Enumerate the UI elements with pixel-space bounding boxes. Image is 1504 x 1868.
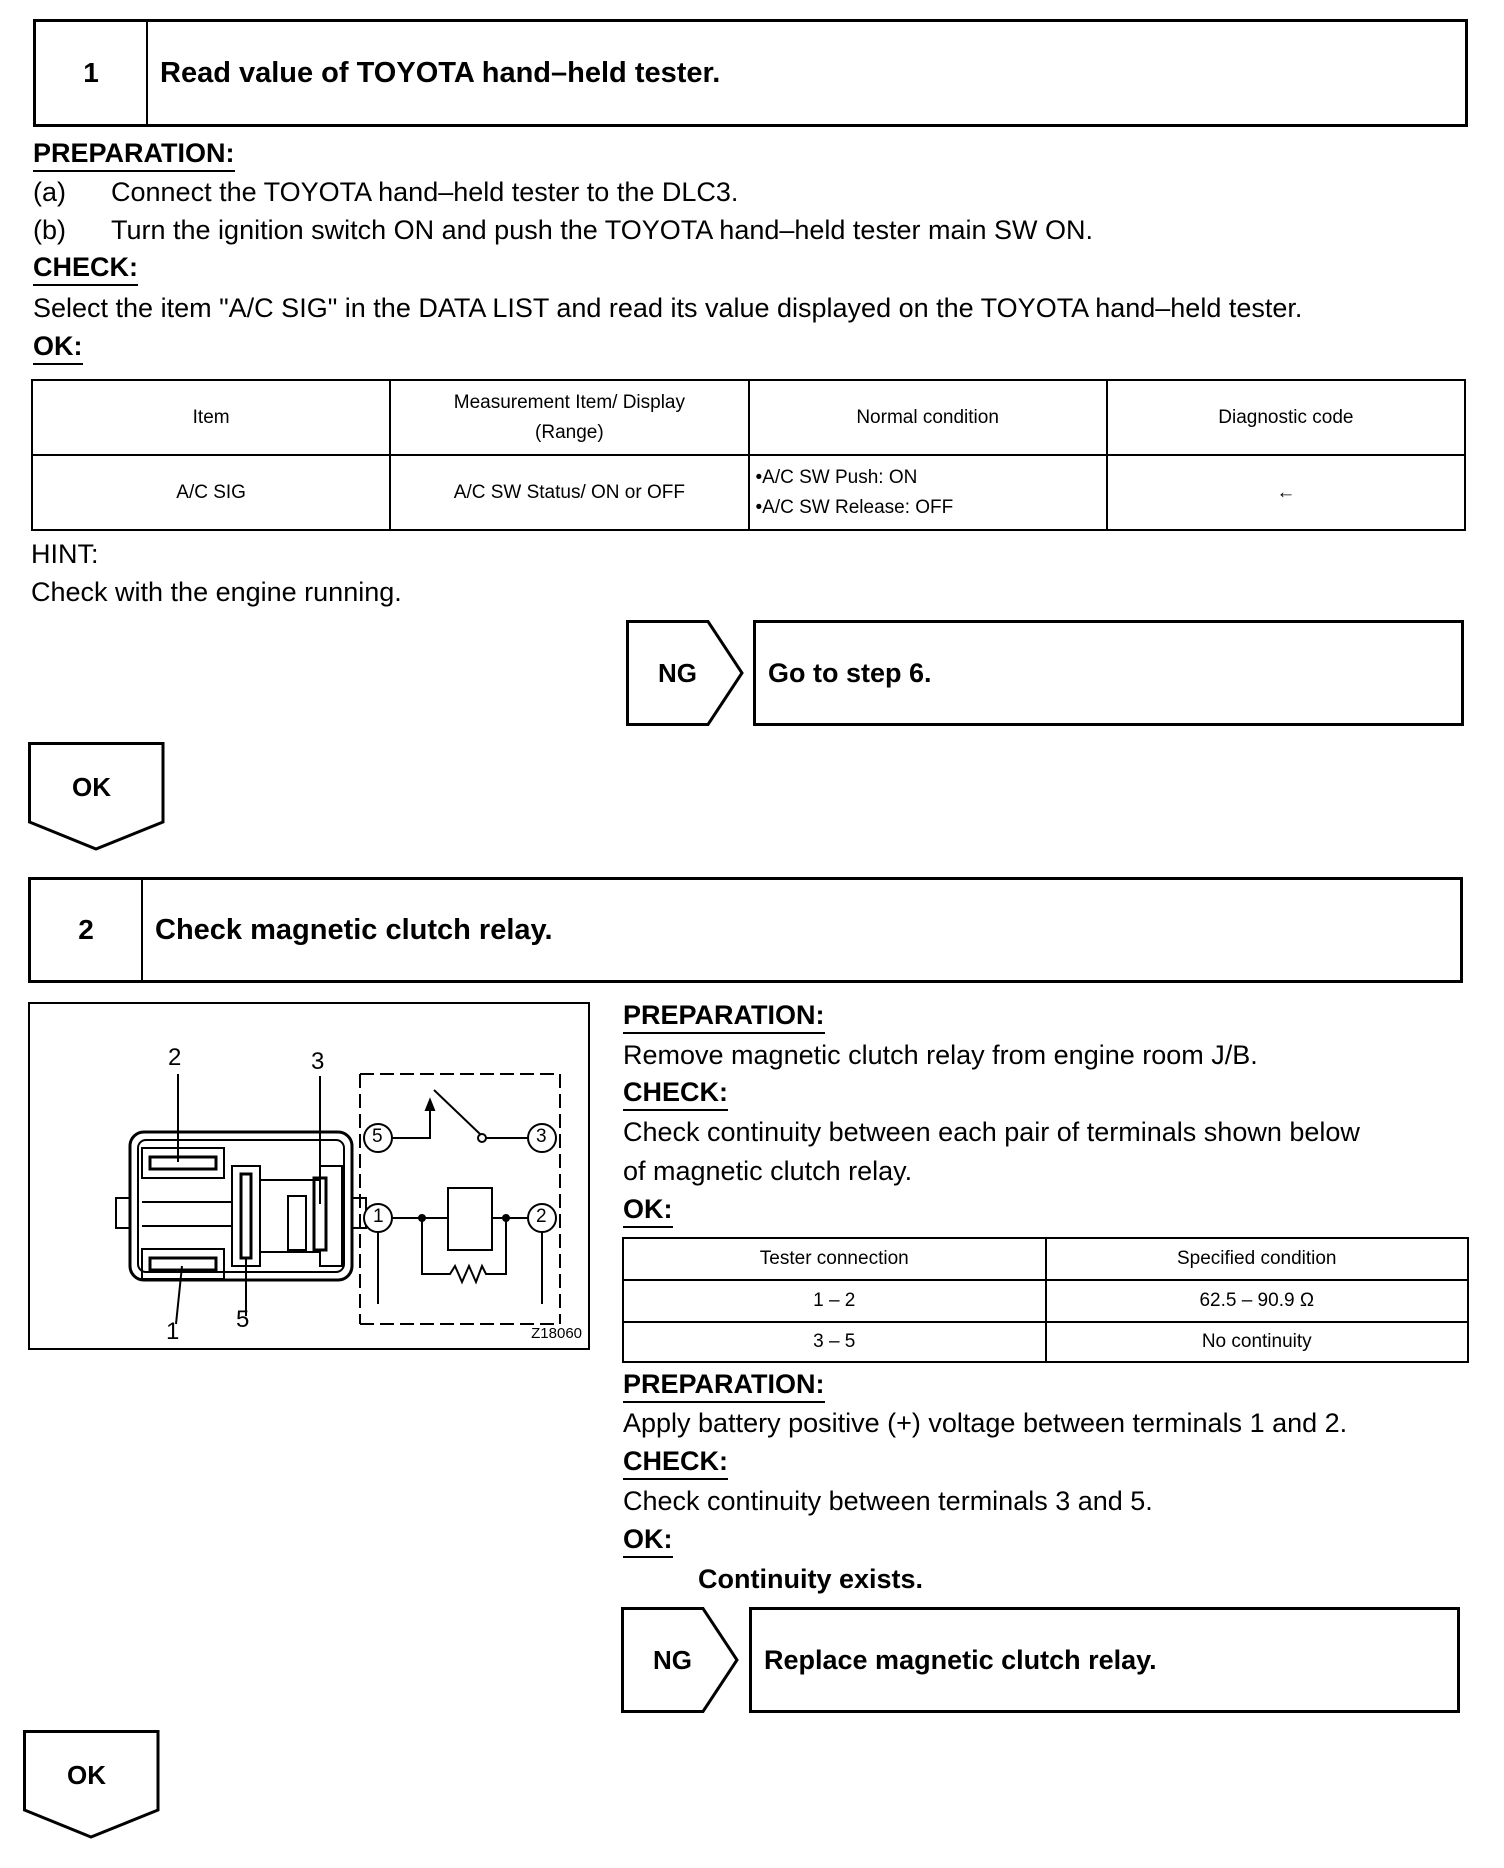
continuity-table	[622, 1237, 1469, 1363]
table-header-row	[32, 380, 1465, 455]
step-title: Check magnetic clutch relay.	[155, 913, 553, 946]
step-number: 1	[36, 22, 148, 124]
ng-label: NG	[658, 658, 697, 688]
terminal-label-1: 1	[166, 1318, 180, 1345]
check-heading: CHECK:	[33, 252, 138, 286]
circuit-label-5: 5	[372, 1126, 383, 1147]
switch-arrow	[426, 1100, 434, 1110]
ok-arrow	[28, 742, 166, 852]
ok-heading: OK:	[33, 331, 83, 365]
check-text: Select the item "A/C SIG" in the DATA LIST and read its value displayed on the TOYOTA hand–held tester.	[33, 293, 1303, 323]
cell-condition: 62.5 – 90.9 Ω	[1046, 1280, 1469, 1322]
circuit-label-3: 3	[536, 1126, 547, 1147]
cell-normal-condition	[749, 455, 1107, 530]
preparation-heading: PREPARATION:	[33, 138, 235, 172]
terminal-2-pin	[150, 1157, 216, 1169]
cell-item: A/C SIG	[32, 455, 390, 530]
header-normal-condition: Normal condition	[749, 380, 1107, 455]
ok-label: OK	[72, 772, 111, 802]
coil	[448, 1188, 492, 1250]
terminal-label-3: 3	[311, 1048, 325, 1075]
hint-text: Check with the engine running.	[31, 577, 402, 607]
step-number: 2	[31, 880, 143, 980]
cell-diagnostic-code: ←	[1107, 455, 1465, 530]
cell-condition: No continuity	[1046, 1322, 1469, 1362]
switch-contact	[392, 1108, 430, 1138]
terminal-2-slot	[142, 1148, 224, 1178]
relay-diagram	[28, 1002, 590, 1350]
ng-arrow	[626, 620, 746, 726]
circuit-border	[360, 1074, 560, 1324]
relay-tab-left	[116, 1198, 130, 1228]
step-title: Read value of TOYOTA hand–held tester.	[160, 56, 721, 89]
cell-measurement: A/C SW Status/ ON or OFF	[390, 455, 748, 530]
preparation-heading: PREPARATION:	[623, 1000, 825, 1034]
preparation-item-a	[33, 176, 738, 208]
preparation-heading: PREPARATION:	[623, 1369, 825, 1403]
circuit-label-2: 2	[536, 1206, 547, 1227]
switch-pivot	[478, 1134, 486, 1142]
table-header-row	[623, 1238, 1468, 1280]
header-diagnostic-code: Diagnostic code	[1107, 380, 1465, 455]
header-tester-connection: Tester connection	[623, 1238, 1046, 1280]
preparation-item-b	[33, 214, 1093, 246]
leader-line-1	[176, 1266, 182, 1324]
check-heading: CHECK:	[623, 1077, 728, 1111]
check-text-line1: Check continuity between each pair of terminals shown below	[623, 1117, 1360, 1147]
table-row	[32, 455, 1465, 530]
item-marker: (b)	[33, 215, 66, 245]
header-measurement	[390, 380, 748, 455]
header-measurement-line2: (Range)	[535, 421, 604, 443]
terminal-5-slot	[232, 1166, 260, 1266]
terminal-1-pin	[150, 1258, 216, 1270]
normal-condition-line: •A/C SW Release: OFF	[755, 496, 954, 518]
table-row	[623, 1322, 1468, 1362]
ng-label: NG	[653, 1645, 692, 1675]
circuit-label-1: 1	[373, 1206, 384, 1227]
header-item: Item	[32, 380, 390, 455]
step-1-header	[33, 19, 1468, 127]
ng-arrow	[621, 1607, 741, 1713]
ok-heading: OK:	[623, 1194, 673, 1228]
check-text: Check continuity between terminals 3 and 5.	[623, 1486, 1153, 1516]
hint-heading: HINT:	[31, 539, 99, 569]
ng-action-box: Go to step 6.	[753, 620, 1464, 726]
relay-mid-slot	[288, 1196, 306, 1250]
check-text-line2: of magnetic clutch relay.	[623, 1156, 913, 1186]
switch-blade	[434, 1090, 480, 1134]
ok-arrow	[23, 1730, 161, 1840]
terminal-label-5: 5	[236, 1306, 250, 1333]
cell-connection: 1 – 2	[623, 1280, 1046, 1322]
table-row	[623, 1280, 1468, 1322]
preparation-text: Apply battery positive (+) voltage between terminals 1 and 2.	[623, 1408, 1348, 1438]
normal-condition-line: •A/C SW Push: ON	[755, 466, 918, 488]
item-text: Turn the ignition switch ON and push the TOYOTA hand–held tester main SW ON.	[111, 215, 1093, 245]
terminal-5-pin	[241, 1174, 251, 1258]
item-marker: (a)	[33, 177, 66, 207]
figure-id: Z18060	[531, 1325, 582, 1342]
ok-heading: OK:	[623, 1524, 673, 1558]
ok-label: OK	[67, 1760, 106, 1790]
terminal-1-slot	[142, 1249, 224, 1279]
cell-connection: 3 – 5	[623, 1322, 1046, 1362]
item-text: Connect the TOYOTA hand–held tester to the DLC3.	[111, 177, 739, 207]
terminal-label-2: 2	[168, 1044, 182, 1071]
ng-action-box: Replace magnetic clutch relay.	[749, 1607, 1460, 1713]
check-heading: CHECK:	[623, 1446, 728, 1480]
ok-result: Continuity exists.	[698, 1564, 924, 1594]
header-specified-condition: Specified condition	[1046, 1238, 1469, 1280]
header-measurement-line1: Measurement Item/ Display	[453, 391, 685, 413]
data-list-table	[31, 379, 1466, 531]
step-2-header	[28, 877, 1463, 983]
preparation-text: Remove magnetic clutch relay from engine room J/B.	[623, 1040, 1258, 1070]
